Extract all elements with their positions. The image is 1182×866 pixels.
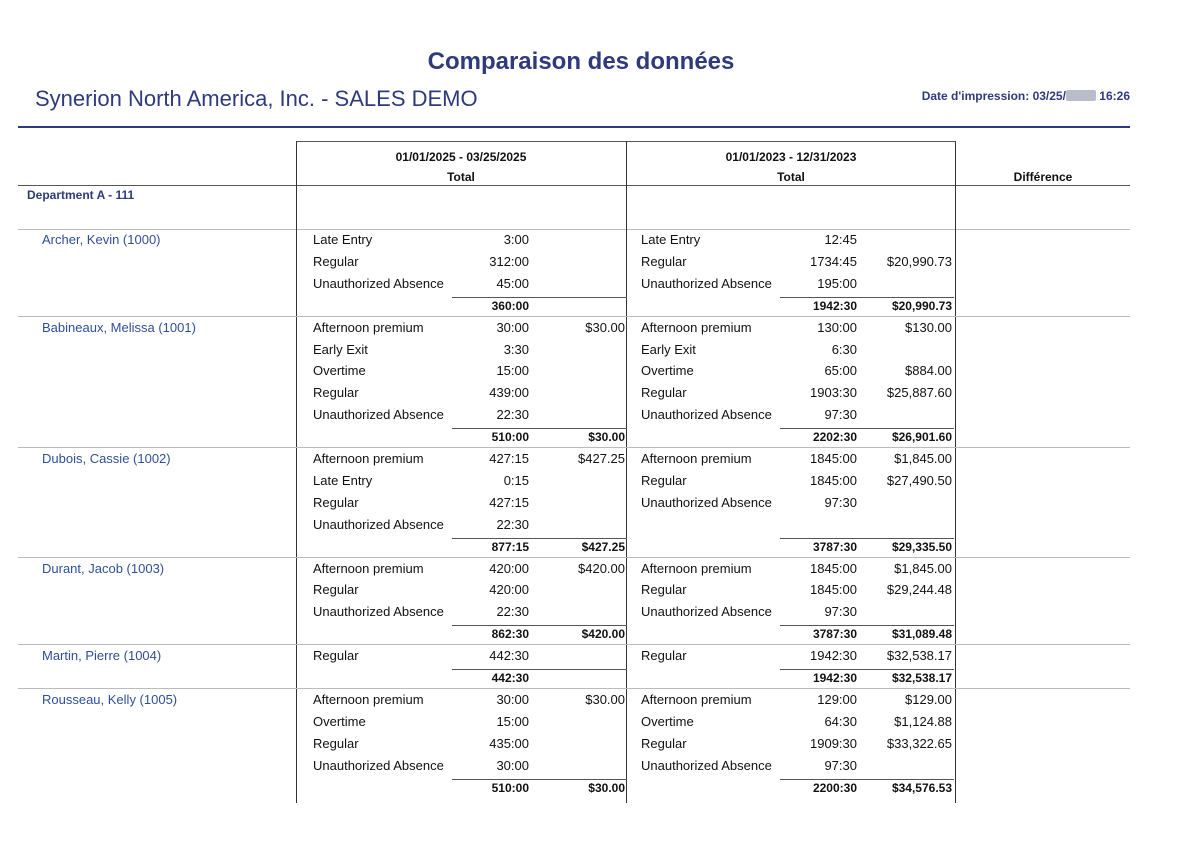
header-rule: [18, 126, 1130, 128]
period2-code-label: Regular: [641, 735, 687, 751]
employee-separator: [18, 644, 1130, 645]
period1-hours: 30:00: [496, 757, 529, 773]
period2-hours: 1903:30: [810, 385, 857, 401]
period2-total-amount: $34,576.53: [891, 780, 952, 795]
period2-amount: $25,887.60: [886, 385, 952, 401]
period2-code-label: Afternoon premium: [641, 560, 752, 576]
period1-hours: 435:00: [489, 735, 529, 751]
period1-code-label: Afternoon premium: [313, 691, 424, 707]
period1-total-hours: 877:15: [491, 539, 529, 554]
period1-code-label: Unauthorized Absence: [313, 757, 444, 773]
period2-amount: $1,845.00: [894, 451, 952, 466]
period1-hours: 22:30: [496, 516, 529, 532]
print-date: [922, 89, 1130, 103]
period2-total-amount: $29,335.50: [891, 539, 952, 554]
employee-separator: [18, 447, 1130, 448]
redacted-year: [1066, 90, 1096, 101]
period1-code-label: Unauthorized Absence: [313, 516, 444, 532]
period1-code-label: Unauthorized Absence: [313, 407, 444, 423]
print-date-label: Date d'impression: 03/25/: [921, 89, 1066, 103]
period2-amount: $32,538.17: [886, 648, 952, 664]
period2-code-label: Unauthorized Absence: [641, 757, 772, 773]
period1-amount: $30.00: [585, 691, 625, 707]
header-bottom-border: [18, 185, 1130, 186]
period1-hours: 0:15: [503, 472, 529, 488]
period2-code-label: Overtime: [641, 713, 694, 729]
period1-code-label: Late Entry: [313, 232, 373, 247]
period2-hours: 64:30: [824, 713, 857, 729]
period1-hours: 22:30: [496, 407, 529, 423]
employee-separator: [18, 557, 1130, 558]
period2-total-amount: $20,990.73: [891, 298, 952, 313]
period1-code-label: Overtime: [313, 363, 366, 379]
period1-total-hours: 510:00: [491, 430, 529, 445]
period1-code-label: Afternoon premium: [313, 451, 424, 466]
period1-hours: 442:30: [489, 648, 529, 664]
period2-code-label: Regular: [641, 385, 687, 401]
difference-header: Différence: [1013, 170, 1073, 184]
period2-amount: $884.00: [905, 363, 952, 379]
period2-code-label: Unauthorized Absence: [641, 407, 772, 423]
period2-code-label: Afternoon premium: [641, 691, 752, 707]
period1-hours: 427:15: [489, 451, 529, 466]
period1-code-label: Late Entry: [313, 472, 373, 488]
employee-name: Archer, Kevin (1000): [42, 232, 161, 247]
period2-hours: 97:30: [824, 494, 857, 510]
period1-code-label: Early Exit: [313, 341, 368, 357]
period2-hours: 1942:30: [810, 648, 857, 664]
employee-name: Durant, Jacob (1003): [42, 560, 165, 576]
difference-left-border: [955, 141, 956, 803]
period2-hours: 1845:00: [810, 472, 857, 488]
period2-hours: 1845:00: [810, 451, 857, 466]
period1-code-label: Afternoon premium: [313, 319, 424, 335]
employee-name: Dubois, Cassie (1002): [42, 451, 171, 466]
company-name: Synerion North America, Inc. - SALES DEMO: [35, 86, 478, 111]
period1-hours: 439:00: [489, 385, 529, 401]
employee-separator: [18, 688, 1130, 689]
period2-hours: 97:30: [824, 407, 857, 423]
period2-amount: $129.00: [905, 691, 952, 707]
period2-code-label: Regular: [641, 253, 687, 269]
period2-sub: Total: [777, 170, 805, 184]
period2-amount: $20,990.73: [886, 253, 952, 269]
period2-amount: $130.00: [905, 319, 952, 335]
period2-code-label: Overtime: [641, 363, 694, 379]
period2-total-hours: 1942:30: [812, 671, 857, 685]
period1-total-amount: $420.00: [581, 627, 625, 642]
period1-hours: 15:00: [496, 713, 529, 729]
period1-code-label: Regular: [313, 494, 359, 510]
period1-code-label: Unauthorized Absence: [313, 275, 444, 291]
period1-range: 01/01/2025 - 03/25/2025: [395, 150, 527, 164]
period1-hours: 420:00: [489, 560, 529, 576]
department-label: Department A - 111: [27, 188, 135, 202]
period1-code-label: Regular: [313, 582, 359, 598]
department-bottom-border: [18, 229, 1130, 230]
period2-total-amount: $31,089.48: [891, 627, 952, 642]
period2-total-amount: $26,901.60: [891, 430, 952, 445]
period1-sub: Total: [447, 170, 475, 184]
period2-amount: $1,124.88: [894, 713, 952, 729]
period1-total-hours: 360:00: [491, 298, 529, 313]
period2-code-label: Regular: [641, 472, 687, 488]
period1-hours: 15:00: [496, 363, 529, 379]
period1-code-label: Regular: [313, 648, 359, 664]
period1-hours: 312:00: [489, 253, 529, 269]
period1-amount: $420.00: [578, 560, 625, 576]
period1-total-hours: 442:30: [491, 671, 529, 685]
period2-amount: $1,845.00: [894, 560, 952, 576]
print-time: 16:26: [1099, 89, 1130, 103]
period1-code-label: Regular: [313, 253, 359, 269]
period2-hours: 65:00: [824, 363, 857, 379]
period2-code-label: Late Entry: [641, 232, 701, 247]
period1-left-border: [296, 141, 297, 803]
period2-amount: $29,244.48: [886, 582, 952, 598]
period2-left-border: [626, 141, 627, 803]
period1-hours: 3:00: [503, 232, 529, 247]
period1-code-label: Unauthorized Absence: [313, 604, 444, 620]
period1-hours: 427:15: [489, 494, 529, 510]
period1-total-hours: 862:30: [491, 627, 529, 642]
period1-total-amount: $30.00: [588, 780, 625, 795]
period2-hours: 12:45: [824, 232, 857, 247]
period1-amount: $427.25: [578, 451, 625, 466]
period1-code-label: Afternoon premium: [313, 560, 424, 576]
period2-hours: 130:00: [817, 319, 857, 335]
period2-hours: 1909:30: [810, 735, 857, 751]
period2-code-label: Afternoon premium: [641, 451, 752, 466]
employee-separator: [18, 316, 1130, 317]
period2-code-label: Afternoon premium: [641, 319, 752, 335]
period2-hours: 129:00: [817, 691, 857, 707]
period1-code-label: Regular: [313, 735, 359, 751]
period2-code-label: Unauthorized Absence: [641, 494, 772, 510]
employee-name: Babineaux, Melissa (1001): [42, 319, 196, 335]
period2-code-label: Regular: [641, 648, 687, 664]
period2-total-hours: 2200:30: [812, 780, 857, 795]
period1-code-label: Regular: [313, 385, 359, 401]
employee-name: Martin, Pierre (1004): [42, 648, 162, 664]
period2-hours: 1845:00: [810, 582, 857, 598]
period2-total-amount: $32,538.17: [891, 671, 952, 685]
period2-amount: $27,490.50: [886, 472, 952, 488]
report-title: Comparaison des données: [427, 48, 735, 75]
period1-hours: 22:30: [496, 604, 529, 620]
period2-hours: 97:30: [824, 757, 857, 773]
period2-code-label: Unauthorized Absence: [641, 275, 772, 291]
period1-hours: 420:00: [489, 582, 529, 598]
period2-total-hours: 2202:30: [812, 430, 857, 445]
period2-hours: 97:30: [824, 604, 857, 620]
period2-hours: 195:00: [817, 275, 857, 291]
period2-total-hours: 3787:30: [812, 627, 857, 642]
period1-amount: $30.00: [585, 319, 625, 335]
period2-range: 01/01/2023 - 12/31/2023: [725, 150, 857, 164]
period1-code-label: Overtime: [313, 713, 366, 729]
period2-amount: $33,322.65: [886, 735, 952, 751]
period2-code-label: Regular: [641, 582, 687, 598]
period1-hours: 30:00: [496, 691, 529, 707]
period1-total-amount: $427.25: [581, 539, 625, 554]
period2-hours: 1734:45: [810, 253, 857, 269]
employee-name: Rousseau, Kelly (1005): [42, 691, 178, 707]
period1-hours: 3:30: [503, 341, 529, 357]
period2-code-label: Unauthorized Absence: [641, 604, 772, 620]
period2-hours: 1845:00: [810, 560, 857, 576]
period2-total-hours: 3787:30: [812, 539, 857, 554]
period2-hours: 6:30: [831, 341, 857, 357]
period2-total-hours: 1942:30: [812, 298, 857, 313]
period2-code-label: Early Exit: [641, 341, 696, 357]
period1-total-hours: 510:00: [491, 780, 529, 795]
period1-hours: 30:00: [496, 319, 529, 335]
period1-total-amount: $30.00: [588, 430, 625, 445]
period1-hours: 45:00: [496, 275, 529, 291]
